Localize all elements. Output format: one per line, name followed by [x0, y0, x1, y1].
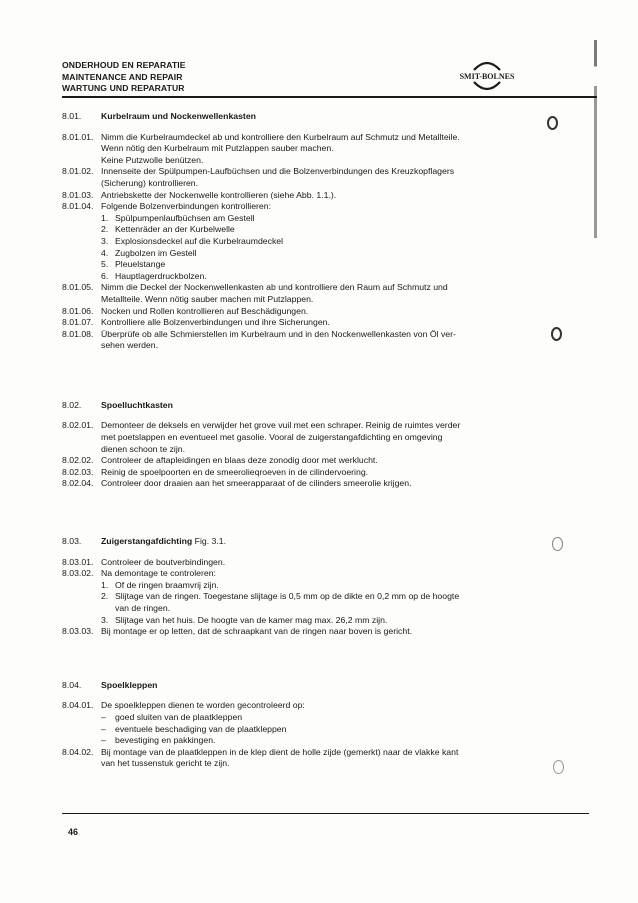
- list-item: 8.02.02. Controleer de aftapleidingen en blaas deze zonodig door met werklucht.: [62, 455, 378, 466]
- sub-item: 2. Slijtage van de ringen. Toegestane slijtage is 0,5 mm op de dikte en 0,2 mm op de hoogte: [101, 591, 460, 602]
- page-number: 46: [68, 827, 79, 837]
- list-item: 8.04.02. Bij montage van de plaatkleppen in de klep dient de holle zijde (gemerkt) naar de vlakke kant van het tussenstuk gericht te zijn.: [62, 746, 459, 769]
- list-item: 8.01.03. Antriebskette der Nockenwelle kontrollieren (siehe Abb. 1.1.).: [62, 189, 337, 200]
- list-item: 8.01.01. Nimm die Kurbelraumdeckel ab und kontrolliere den Kurbelraum auf Schmutz und Metallteile. Wenn nötig den Kurbelraum mit Putzlappen sauber machen. Keine Putzwolle benützen.: [62, 131, 460, 165]
- list-item: 8.01.08. Überprüfe ob alle Schmierstellen im Kurbelraum und in den Nockenwellenkasten von Öl ver- sehen werden.: [62, 328, 456, 351]
- sub-item: van de ringen.: [115, 603, 171, 613]
- header-line-2: MAINTENANCE AND REPAIR: [62, 71, 183, 82]
- list-item: 8.03.01. Controleer de boutverbindingen.: [62, 556, 226, 567]
- header-line-1: ONDERHOUD EN REPARATIE: [62, 60, 186, 70]
- sub-item: 3. Slijtage van het huis. De hoogte van de kamer mag max. 26,2 mm zijn.: [101, 614, 388, 625]
- section-heading: 8.04. Spoelkleppen: [62, 679, 158, 690]
- sub-item: 1. Of de ringen braamvrij zijn.: [101, 579, 219, 590]
- list-item: 8.02.04. Controleer door draaien aan het smeerapparaat of de cilinders smeerolie krijgen.: [62, 478, 412, 489]
- section-heading: 8.01. Kurbelraum und Nockenwellenkasten: [62, 111, 256, 121]
- section-heading: 8.02. Spoelluchtkasten: [62, 399, 173, 410]
- list-item: 8.01.02. Innenseite der Spülpumpen-Laufbüchsen und die Bolzenverbindungen des Kreuzkopflagers (Sicherung) kontrollieren.: [62, 166, 455, 188]
- list-item: 8.02.03. Reinig de spoelpoorten en de smeerolieqroeven in de cilindervoering.: [62, 466, 369, 477]
- list-item: 8.01.07. Kontrolliere alle Bolzenverbindungen und ihre Sicherungen.: [62, 317, 330, 328]
- scan-edge-mark: [594, 40, 597, 370]
- sub-item: 1. Spülpumpenlaufbüchsen am Gestell: [101, 212, 255, 223]
- list-item: 8.04.01. De spoelkleppen dienen te worden gecontroleerd op: – goed sluiten van de plaatkleppen – eventuele beschadiging van de plaatkleppen – bevestiging en pakkingen.: [62, 700, 542, 746]
- sub-item: – eventuele beschadiging van de plaatkleppen: [101, 723, 287, 734]
- header-rule: [62, 96, 597, 98]
- logo-text: SMIT-BOLNES: [459, 72, 515, 81]
- punch-hole-icon: [551, 327, 562, 341]
- sub-item: 2. Kettenräder an der Kurbelwelle: [101, 224, 235, 235]
- punch-hole-icon: [547, 116, 558, 130]
- header-line-3: WARTUNG UND REPARATUR: [62, 83, 185, 93]
- list-item: 8.01.06. Nocken und Rollen kontrollieren auf Beschädigungen.: [62, 305, 309, 316]
- sub-item: – goed sluiten van de plaatkleppen: [101, 711, 243, 722]
- list-item: 8.01.04. Folgende Bolzenverbindungen kontrollieren: 1. Spülpumpenlaufbüchsen am Gestell 2. Kettenräder an der Kurbelwelle 3. Explosionsdeckel auf die Kurbelraumdeckel 4. Zugbolzen im Gestell 5. Pleuelstange 6. Hauptlagerdruckbolzen.: [62, 201, 542, 282]
- sub-item: 5. Pleuelstange: [101, 259, 166, 270]
- punch-hole-icon: [552, 537, 563, 551]
- list-item: 8.03.03. Bij montage er op letten, dat de schraapkant van de ringen naar boven is gericht.: [62, 626, 413, 637]
- punch-hole-icon: [553, 760, 564, 774]
- sub-item: 6. Hauptlagerdruckbolzen.: [101, 270, 207, 281]
- list-item: 8.01.05. Nimm die Deckel der Nockenwellenkasten ab und kontrolliere den Raum auf Schmutz und Metallteile. Wenn nötig sauber machen mit Putzlappen.: [62, 282, 448, 304]
- sub-item: 4. Zugbolzen im Gestell: [101, 247, 197, 258]
- list-item: 8.03.02. Na demontage te controleren: 1. Of de ringen braamvrij zijn. 2. Slijtage van de ringen. Toegestane slijtage is 0,5 mm op de dikte en 0,2 mm op de hoogte van de ringen. 3. Slijtage van het huis. De hoogte van de kamer mag max. 26,2 mm zijn.: [62, 568, 542, 626]
- section-heading: 8.03. Zuigerstangafdichting Fig. 3.1.: [62, 536, 227, 547]
- list-item: 8.02.01. Demonteer de deksels en verwijder het grove vuil met een schraper. Reinig de ruimtes verder met poetslappen en eventueel met gasolie. Vooral de zuigerstangafdichting en omgeving dienen schoon te zijn.: [62, 420, 461, 454]
- document-body: [62, 111, 542, 770]
- smit-bolnes-logo-icon: [452, 58, 522, 94]
- sub-item: – bevestiging en pakkingen.: [101, 735, 216, 746]
- sub-item: 3. Explosionsdeckel auf die Kurbelraumdeckel: [101, 235, 284, 246]
- footer-rule: [62, 813, 589, 814]
